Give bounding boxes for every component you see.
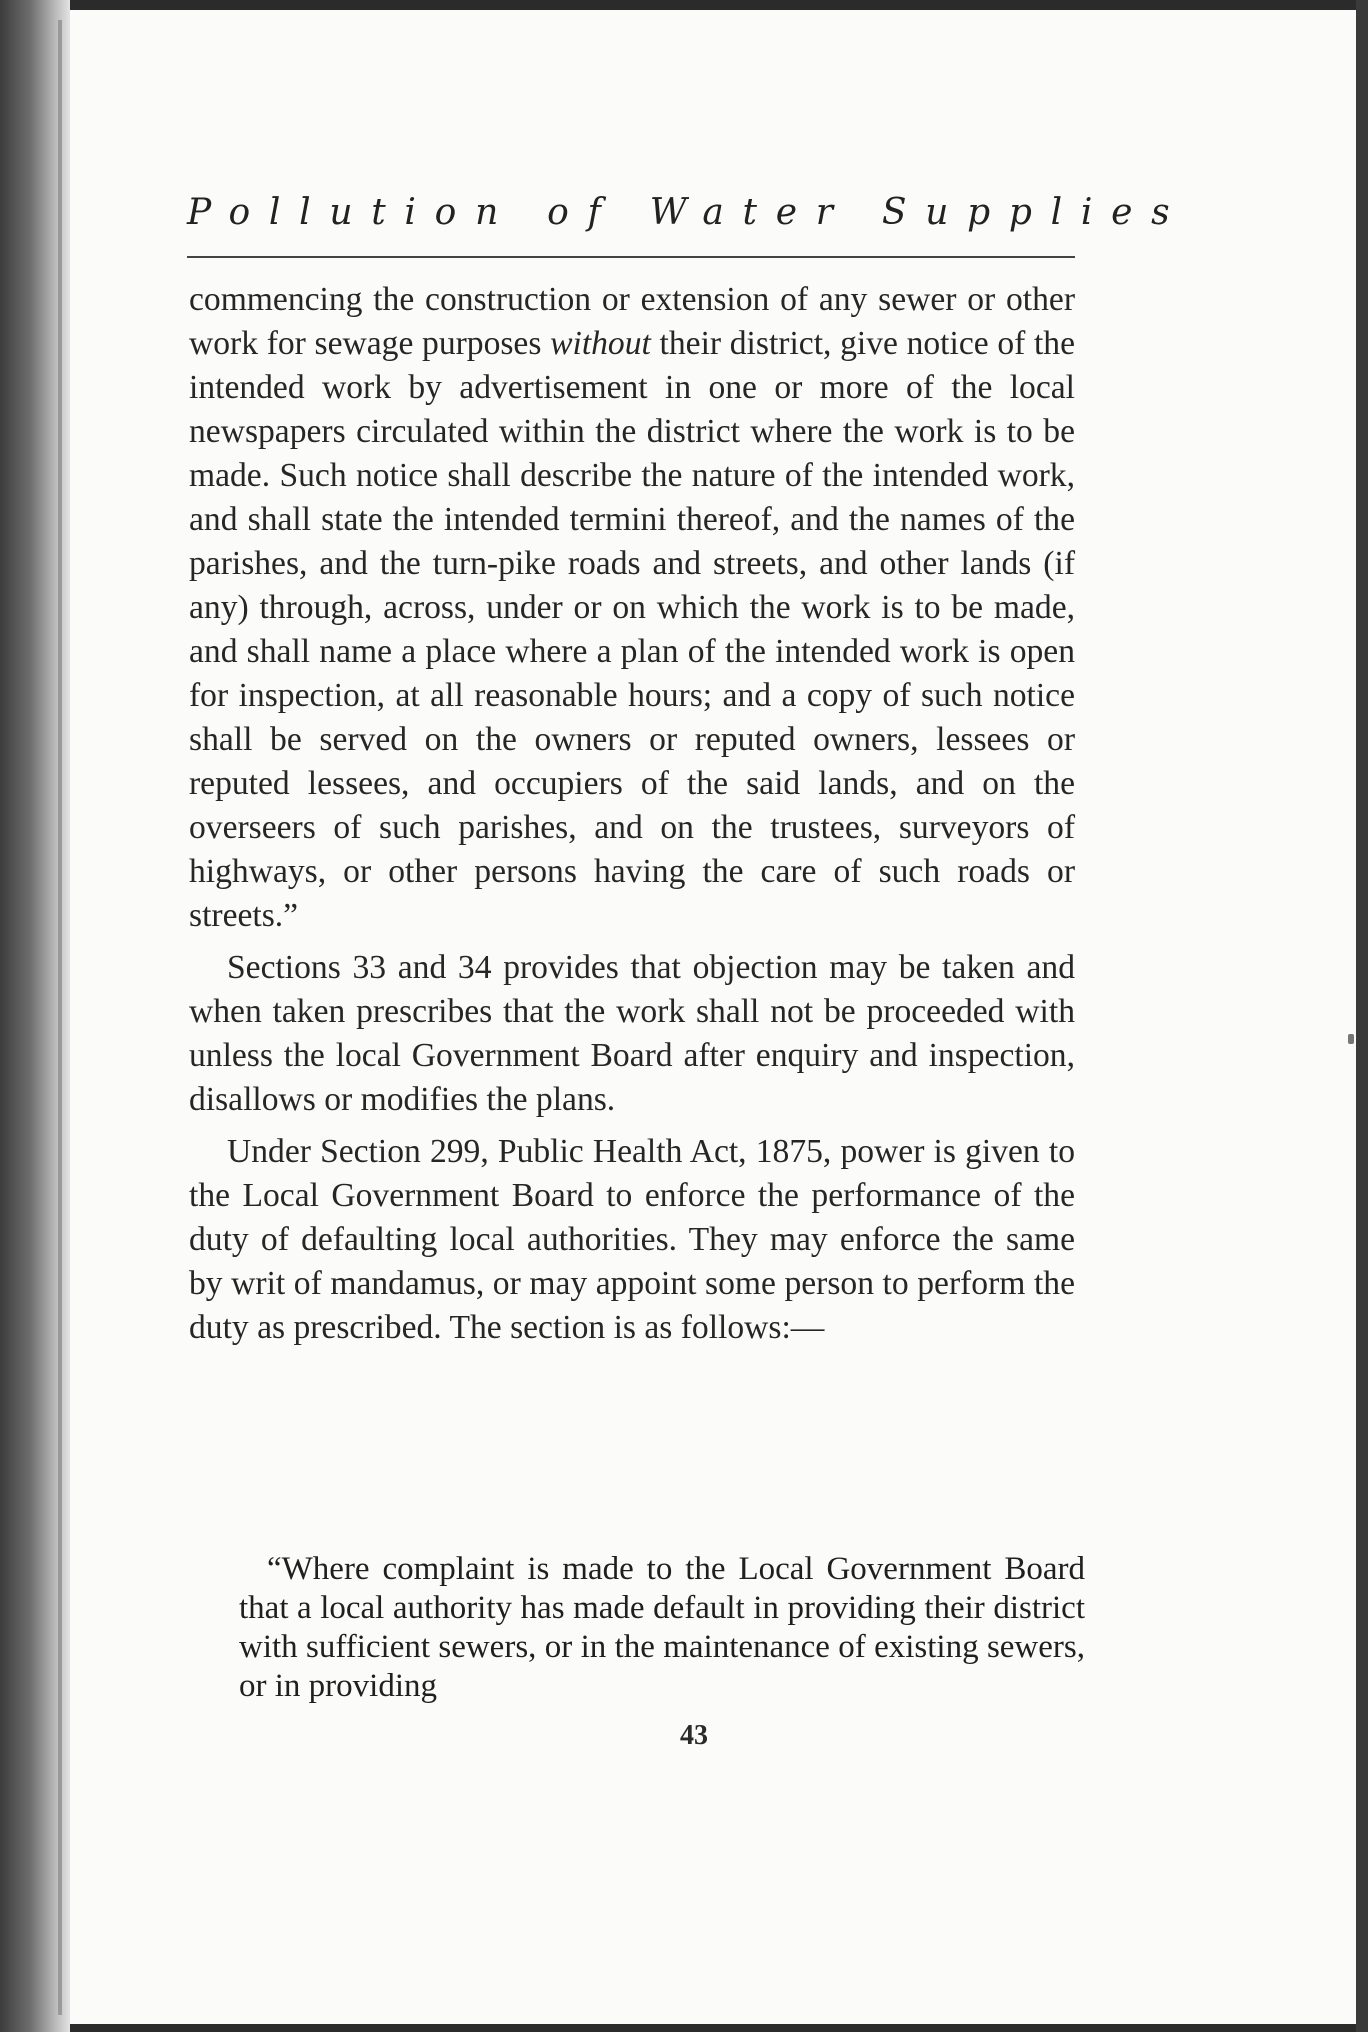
paragraph-section-299: Under Section 299, Public Health Act, 1875, power is given to the Local Government Board to enforce the performance of the duty of defaulting local authorities. They may enforce the same by writ of mandamus, or may appoint some person to perform the duty as prescribed. The section is as follows:— [189, 1133, 1075, 1346]
gutter-edge [58, 20, 62, 2015]
page-number-wrap [0, 1720, 1368, 1752]
italic-word: without [550, 325, 651, 362]
page-number: 43 [680, 1720, 708, 1751]
body-text [189, 278, 1075, 1350]
running-header: Pollution of Water Supplies [187, 192, 1189, 233]
header-rule [187, 256, 1075, 258]
quote-text: “Where complaint is made to the Local Government Board that a local authority has made default in providing their district with sufficient sewers, or in the maintenance of existing sewers, or in providing [239, 1551, 1085, 1704]
paragraph-continued [189, 278, 1075, 938]
block-quote [239, 1550, 1085, 1706]
paragraph-sections-33-34: Sections 33 and 34 provides that objection may be taken and when taken prescribes that the work shall not be proceeded with unless the local Government Board after enquiry and inspection, disallows or modifies the plans. [189, 949, 1075, 1118]
margin-mark [1348, 1034, 1354, 1044]
paragraph-1-part-1: commencing the construction or extension of any sewer or other work for sewage purposes [189, 281, 1075, 362]
paragraph-1-part-2: their district, give notice of the intended work by advertisement in one or more of the local newspapers circulated within the district where the work is to be made. Such notice shall describe the nature of the intended work, and shall state the intended termini thereof, and the names of the parishes, and the turn-pike roads and streets, and other lands (if any) through, across, under or on which the work is to be made, and shall name a place where a plan of the intended work is open for inspection, at all reasonable hours; and a copy of such notice shall be served on the owners or reputed owners, lessees or reputed lessees, and occupiers of the said lands, and on the overseers of such parishes, and on the trustees, surveyors of highways, or other persons having the care of such roads or streets.” [189, 325, 1075, 934]
